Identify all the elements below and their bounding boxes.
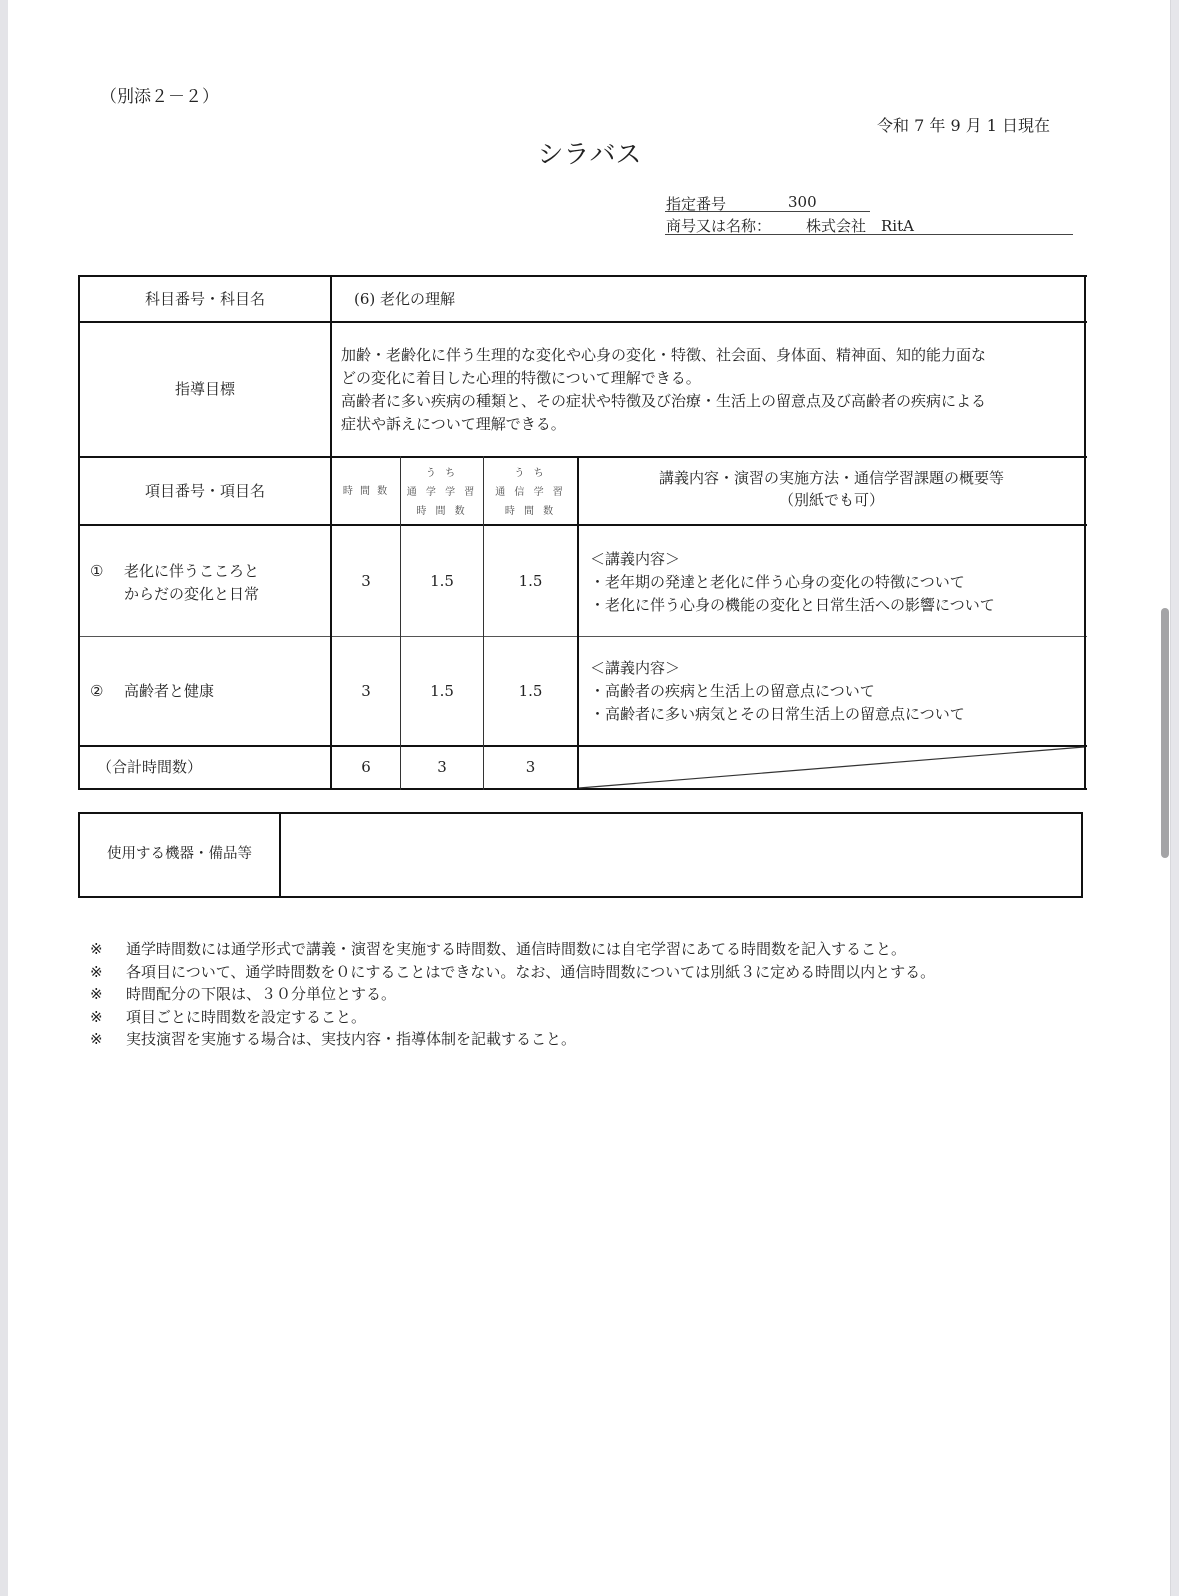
company-underline	[665, 234, 1073, 235]
row-content-line: ・高齢者に多い病気とその日常生活上の留意点について	[590, 705, 965, 723]
note-text: 各項目について、通学時間数を０にすることはできない。なお、通信時間数については別紙３に定める時間以内とする。	[126, 962, 936, 981]
col-header-corr-top: う ち	[514, 467, 547, 479]
designation-label: 指定番号	[666, 195, 727, 213]
note-mark: ※	[90, 985, 103, 1003]
note-text: 実技演習を実施する場合は、実技内容・指導体制を記載すること。	[126, 1030, 577, 1048]
col-header-school-top: う ち	[425, 467, 459, 479]
col-header-content-line1: 講義内容・演習の実施方法・通信学習課題の概要等	[658, 469, 1004, 487]
row-name-line: 高齢者と健康	[124, 682, 215, 700]
company-name: 株式会社 RitA	[806, 217, 914, 235]
row-content-line: ＜講義内容＞	[590, 550, 681, 568]
col-header-school-mid: 通 学 学 習	[406, 486, 478, 498]
col-header-hours: 時 間 数	[342, 485, 390, 497]
note-item	[90, 1006, 935, 1029]
row-correspondence-hours: 1.5	[518, 571, 543, 590]
col-header-school-bottom: 時 間 数	[416, 505, 468, 517]
attachment-label: （別添２－２）	[100, 87, 219, 107]
note-text: 通学時間数には通学形式で講義・演習を実施する時間数、通信時間数には自宅学習にあてる時間数を記入すること。	[126, 940, 907, 958]
scrollbar-thumb[interactable]	[1161, 608, 1169, 858]
row-name	[124, 680, 214, 703]
row-number: ①	[90, 562, 104, 580]
equipment-value	[282, 814, 1080, 896]
row-name	[124, 560, 259, 606]
viewer-left-edge	[0, 0, 8, 1596]
note-text: 時間配分の下限は、３０分単位とする。	[126, 985, 397, 1003]
notes-list	[90, 938, 935, 1051]
note-mark: ※	[90, 940, 103, 958]
document-date: 令和 7 年 9 月 1 日現在	[877, 116, 1051, 135]
subject-label: 科目番号・科目名	[144, 289, 265, 308]
subject-value: (6) 老化の理解	[354, 289, 456, 308]
row-name-line: 老化に伴うこころと	[124, 562, 260, 580]
col-header-school	[401, 460, 483, 524]
col-header-corr-mid: 通 信 学 習	[495, 486, 566, 498]
row-content	[590, 657, 965, 726]
equipment-border-bottom	[79, 896, 1083, 898]
equipment-border-right	[1081, 812, 1083, 898]
col-header-item: 項目番号・項目名	[144, 481, 265, 500]
designation-underline	[665, 211, 870, 212]
row-hours: 3	[361, 681, 371, 700]
row-content-line: ・老化に伴う心身の機能の変化と日常生活への影響について	[590, 596, 995, 614]
goal-text	[341, 344, 986, 436]
note-mark: ※	[90, 1030, 103, 1048]
note-item	[90, 983, 935, 1006]
row-name-line: からだの変化と日常	[124, 585, 260, 603]
note-item	[90, 961, 935, 984]
total-correspondence-hours: 3	[525, 758, 536, 777]
row-content-line: ・老年期の発達と老化に伴う心身の変化の特徴について	[590, 573, 965, 591]
equipment-col-rule	[279, 812, 281, 898]
total-label: （合計時間数）	[97, 758, 203, 777]
row-school-hours: 1.5	[430, 571, 454, 590]
col-header-correspondence	[484, 460, 577, 524]
page-title: シラバス	[537, 140, 642, 170]
note-mark: ※	[90, 962, 103, 981]
company-label: 商号又は名称：	[666, 217, 772, 235]
table-border-right	[1084, 275, 1086, 790]
row-hours: 3	[361, 571, 371, 590]
row-school-hours: 1.5	[430, 681, 454, 700]
viewer-scroll-track[interactable]	[1170, 0, 1179, 1596]
table-rule	[79, 636, 1087, 637]
row-number: ②	[90, 682, 104, 700]
note-text: 項目ごとに時間数を設定すること。	[126, 1007, 367, 1026]
table-rule	[79, 524, 1087, 526]
row-correspondence-hours: 1.5	[518, 681, 543, 700]
goal-line: 加齢・老齢化に伴う生理的な変化や心身の変化・特徴、社会面、身体面、精神面、知的能力面な	[341, 346, 987, 364]
equipment-label: 使用する機器・備品等	[107, 846, 252, 863]
col-header-content-line2: （別紙でも可）	[778, 491, 884, 509]
total-hours: 6	[361, 758, 371, 777]
row-content	[590, 548, 995, 617]
note-item	[90, 1028, 935, 1051]
note-item	[90, 938, 935, 961]
col-header-corr-bottom: 時 間 数	[504, 505, 557, 517]
total-content-diagonal	[579, 746, 1085, 789]
note-mark: ※	[90, 1007, 103, 1026]
row-content-line: ・高齢者の疾病と生活上の留意点について	[590, 682, 875, 700]
total-school-hours: 3	[437, 758, 447, 777]
col-header-content	[579, 458, 1084, 524]
designation-number: 300	[788, 193, 817, 211]
row-content-line: ＜講義内容＞	[590, 659, 681, 677]
goal-label: 指導目標	[174, 380, 235, 399]
goal-line: どの変化に着目した心理的特徴について理解できる。	[341, 369, 701, 387]
goal-line: 高齢者に多い疾病の種類と、その症状や特徴及び治療・生活上の留意点及び高齢者の疾病による	[341, 392, 987, 410]
goal-line: 症状や訴えについて理解できる。	[341, 415, 566, 433]
